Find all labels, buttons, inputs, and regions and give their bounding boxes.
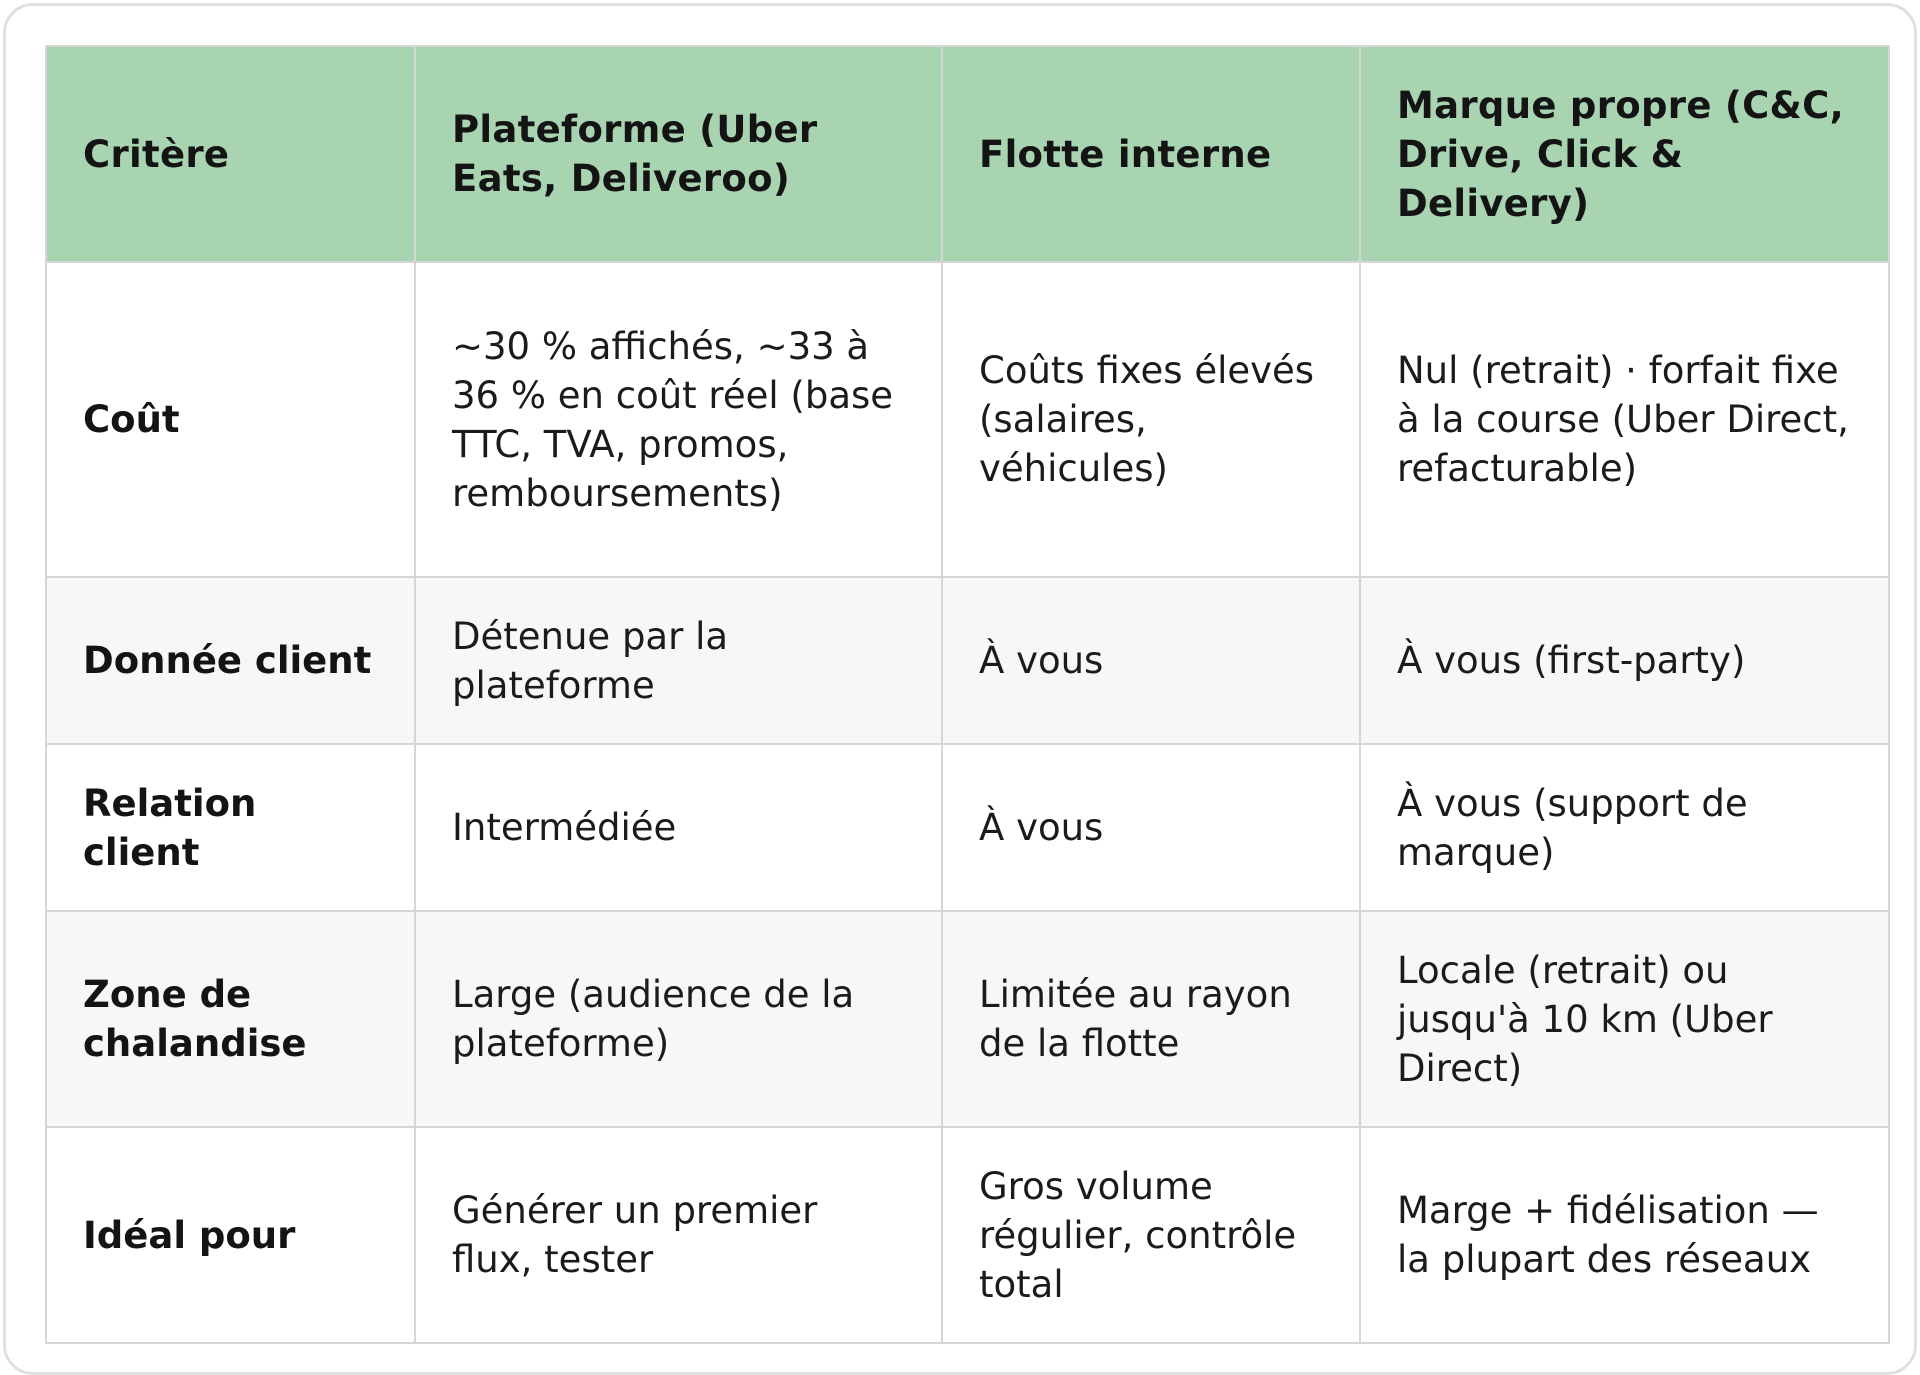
- header-own-brand: Marque propre (C&C, Drive, Click & Delivery): [1360, 46, 1889, 262]
- cell-own-brand: Locale (retrait) ou jusqu'à 10 km (Uber Direct): [1360, 911, 1889, 1127]
- delivery-comparison-table: [45, 45, 1890, 1344]
- cell-platform: Large (audience de la plateforme): [415, 911, 942, 1127]
- cell-own-brand: Marge + fidélisation — la plupart des réseaux: [1360, 1127, 1889, 1343]
- header-internal-fleet: Flotte interne: [942, 46, 1360, 262]
- row-criterion: Zone de chalandise: [46, 911, 415, 1127]
- cell-internal-fleet: À vous: [942, 577, 1360, 744]
- table-row: [46, 911, 1889, 1127]
- table-header-row: [46, 46, 1889, 262]
- cell-own-brand: À vous (first-party): [1360, 577, 1889, 744]
- cell-internal-fleet: Limitée au rayon de la flotte: [942, 911, 1360, 1127]
- header-criterion: Critère: [46, 46, 415, 262]
- row-criterion: Relation client: [46, 744, 415, 911]
- cell-platform: Intermédiée: [415, 744, 942, 911]
- row-criterion: Coût: [46, 262, 415, 577]
- cell-platform: ~30 % affichés, ~33 à 36 % en coût réel (base TTC, TVA, promos, remboursements): [415, 262, 942, 577]
- cell-internal-fleet: Coûts fixes élevés (salaires, véhicules): [942, 262, 1360, 577]
- comparison-card: [3, 3, 1917, 1375]
- table-row: [46, 1127, 1889, 1343]
- table-row: [46, 262, 1889, 577]
- table-row: [46, 744, 1889, 911]
- cell-own-brand: Nul (retrait) · forfait fixe à la course (Uber Direct, refacturable): [1360, 262, 1889, 577]
- table-row: [46, 577, 1889, 744]
- cell-platform: Détenue par la plateforme: [415, 577, 942, 744]
- cell-own-brand: À vous (support de marque): [1360, 744, 1889, 911]
- row-criterion: Donnée client: [46, 577, 415, 744]
- cell-platform: Générer un premier flux, tester: [415, 1127, 942, 1343]
- cell-internal-fleet: À vous: [942, 744, 1360, 911]
- row-criterion: Idéal pour: [46, 1127, 415, 1343]
- header-platform: Plateforme (Uber Eats, Deliveroo): [415, 46, 942, 262]
- cell-internal-fleet: Gros volume régulier, contrôle total: [942, 1127, 1360, 1343]
